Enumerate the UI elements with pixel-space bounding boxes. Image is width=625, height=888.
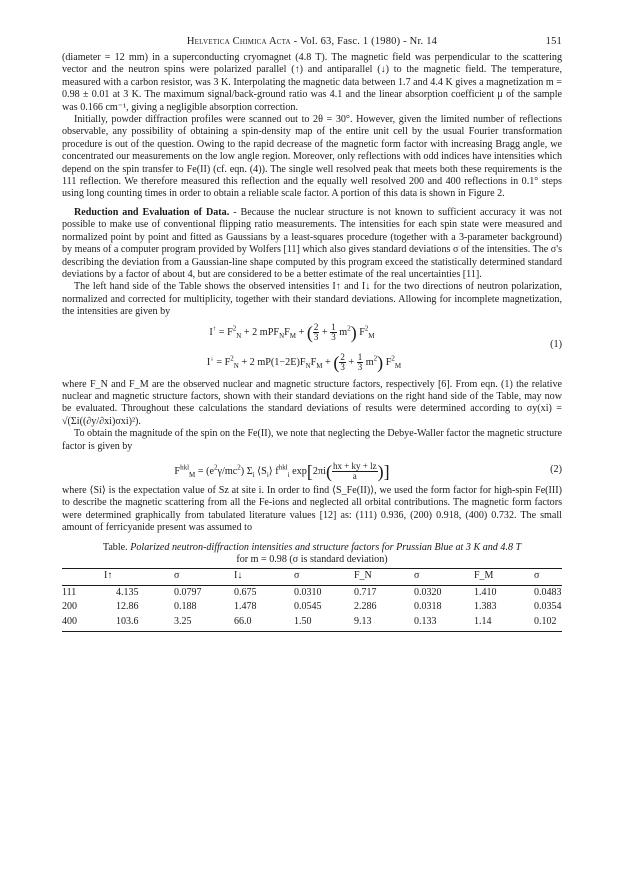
header-cell: F_M (474, 569, 534, 585)
paragraph-7: where ⟨Si⟩ is the expectation value of Sz at site i. In order to find ⟨S_Fe(II)⟩, we used the form factor for high-spin Fe(III) to describe the magnetic scattering from all the Fe-ions and neglected all orbital contributions. The magnetic form factors were determined graphically from tabulated literature values [12] as: (111) 0.936, (200) 0.918, (400) 0.732. The small amount of ferricyanide present was assumed to (62, 484, 562, 534)
table-cell: 0.0354 (534, 601, 562, 613)
header-cell: σ (414, 569, 474, 585)
table-cell: 0.133 (414, 615, 474, 632)
table-row (62, 585, 562, 600)
header-cell: σ (294, 569, 354, 585)
table-cell: 0.188 (174, 601, 197, 613)
table-cell: 12.86 (116, 601, 139, 613)
paragraph-2: Initially, powder diffraction profiles were scanned out to 2θ = 30°. However, given the limited number of reflections observable, any possibility of obtaining a spin-density map of the entire unit cell by the usual Fourier transformation procedure is out of the question. Owing to the rapid decrease of the magnetic form factor with increasing Bragg angle, we concentrated our measurements on the low angle region. Moreover, only reflections with odd indices have intensities which depend on the spin transfer to Fe(II) (cf. eqn. (4)). The single well resolved peak that meets both these requirements is the 111 reflection. We therefore measured this reflection and the equally well resolved 200 and 400 reflections in 0.1° steps using long counting times in order to obtain a reliable scale factor. A portion of this data is shown in Figure 2. (62, 114, 562, 200)
table-cell: 1.410 (474, 586, 497, 598)
table-caption (62, 542, 562, 567)
table-cell: 0.0483 (534, 586, 562, 598)
table-cell: 1.383 (474, 601, 497, 613)
table-title: Polarized neutron-diffraction intensities and structure factors for Prussian Blue at 3 K and 4.8 T (130, 541, 522, 553)
table-subtitle: for m = 0.98 (σ is standard deviation) (236, 554, 388, 565)
table-cell: 1.14 (474, 615, 534, 632)
header-cell: I↑ (104, 569, 174, 585)
table-cell: 0.0545 (294, 601, 322, 613)
header-cell: σ (534, 569, 562, 585)
table-row (62, 600, 562, 614)
table-cell: 0.717 (354, 586, 377, 598)
table-cell: 0.102 (534, 615, 562, 632)
table-label: Table. (102, 541, 128, 553)
table-cell: 200 (62, 601, 77, 613)
table-cell: 0.0320 (414, 586, 442, 598)
table-cell: 4.135 (116, 586, 139, 598)
equation-1: $I^↑ = F^2_N + 2$ $mPF_NF_M$ + ( $\frac{2}{3}$ + $\frac{1}{3}$ $m^2$) $F^2_M$ $I^↓ = F^2_N + 2$ $mP(1-2E)F_NF_M$ + ( $\frac{2}{3}$ + $\frac{1}{3}$ $m^2$) $F^2_M$ (1) (206, 321, 562, 372)
header-cell (62, 569, 104, 585)
table-cell: 111 (62, 586, 77, 598)
header-cell: I↓ (234, 569, 294, 585)
paragraph-1: (diameter = 12 mm) in a superconducting cryomagnet (4.8 T). The magnetic field was perpendicular to the scattering vector and the neutron spins were polarized parallel (↑) and antiparallel (↓) to the magnetic field. The temperature, measured with a carbon resistor, was 3 K. Interpolating the magnetic data between 1.7 and 4.4 K gives a magnetization m = 0.98 ± 0.01 at 3 K. The maximum signal/back-ground ratio was 4.1 and the linear absorption coefficient μ of the sample was 0.166 cm⁻¹, giving a negligible absorption correction. (62, 52, 562, 113)
header-cell: F_N (354, 569, 414, 585)
table-cell: 1.478 (234, 601, 257, 613)
table-cell: 9.13 (354, 615, 414, 632)
equation-2: $F^{hkl}_M = (e^2\gamma/mc^2)$ $\Sigma_i$ $⟨S_i⟩$ $f^{hkl}_i$ exp[2πi( $\frac{hx + ky + lz}{a}$ )] (2) (174, 460, 562, 482)
table-cell: 400 (62, 615, 104, 632)
header-cell: σ (174, 569, 234, 585)
equation-2-number: (2) (550, 463, 562, 475)
data-table (62, 568, 562, 632)
paragraph-3 (62, 207, 562, 281)
page-number: 151 (545, 36, 562, 47)
journal-name: Helvetica Chimica Acta (186, 36, 291, 47)
table-cell: 66.0 (234, 615, 294, 632)
table-cell: 2.286 (354, 601, 377, 613)
table-cell: 3.25 (174, 615, 234, 632)
table-cell: 0.0318 (414, 601, 442, 613)
equation-1-number: (1) (550, 338, 562, 350)
paragraph-5: where F_N and F_M are the observed nuclear and magnetic structure factors, respectively [6]. From eqn. (1) the relative nuclear and magnetic structure factors, shown with their standard deviations on the right hand side of the Table, may now be evaluated. Throughout these calculations the standard deviations of results were determined according to σy(xi) = √(Σi((∂y/∂xi)σxi)²). (62, 378, 562, 427)
running-header (62, 36, 562, 52)
table-row (62, 615, 562, 632)
paper-page (62, 36, 562, 632)
section-heading: Reduction and Evaluation of Data. (74, 206, 230, 218)
journal-meta: - Vol. 63, Fasc. 1 (1980) - Nr. 14 (290, 36, 438, 47)
paragraph-3-text: - Because the nuclear structure is not known to sufficient accuracy it was not possible to make use of conventional flipping ratio measurements. The intensities for each spin state were measured and normalized point by point and fitted as Gaussians by a least-squares procedure (together with a 3-parameter background) by means of a computer program provided by Wolfers [11] which also gives standard deviations σ of the intensities. The σ's describing the deviation from a Gaussian-line shape computed by this program exceed the statistically determined standard deviations by a factor of about 4, but are considered to be a better estimate of the real uncertainties [11]. (62, 206, 562, 280)
table-cell: 0.0310 (294, 586, 322, 598)
table-cell: 103.6 (104, 615, 174, 632)
paragraph-6: To obtain the magnitude of the spin on the Fe(II), we note that neglecting the Debye-Waller factor the magnetic structure factor is given by (62, 428, 562, 452)
table-cell: 0.0797 (174, 586, 202, 598)
table-header-row (62, 569, 562, 585)
table-cell: 0.675 (234, 586, 257, 598)
table-cell: 1.50 (294, 615, 354, 632)
paragraph-4: The left hand side of the Table shows the observed intensities I↑ and I↓ for the two directions of neutron polarization, normalized and corrected for multiplicity, together with their standard deviations. Allowing for incomplete magnetization, the intensities are given by (62, 281, 562, 318)
